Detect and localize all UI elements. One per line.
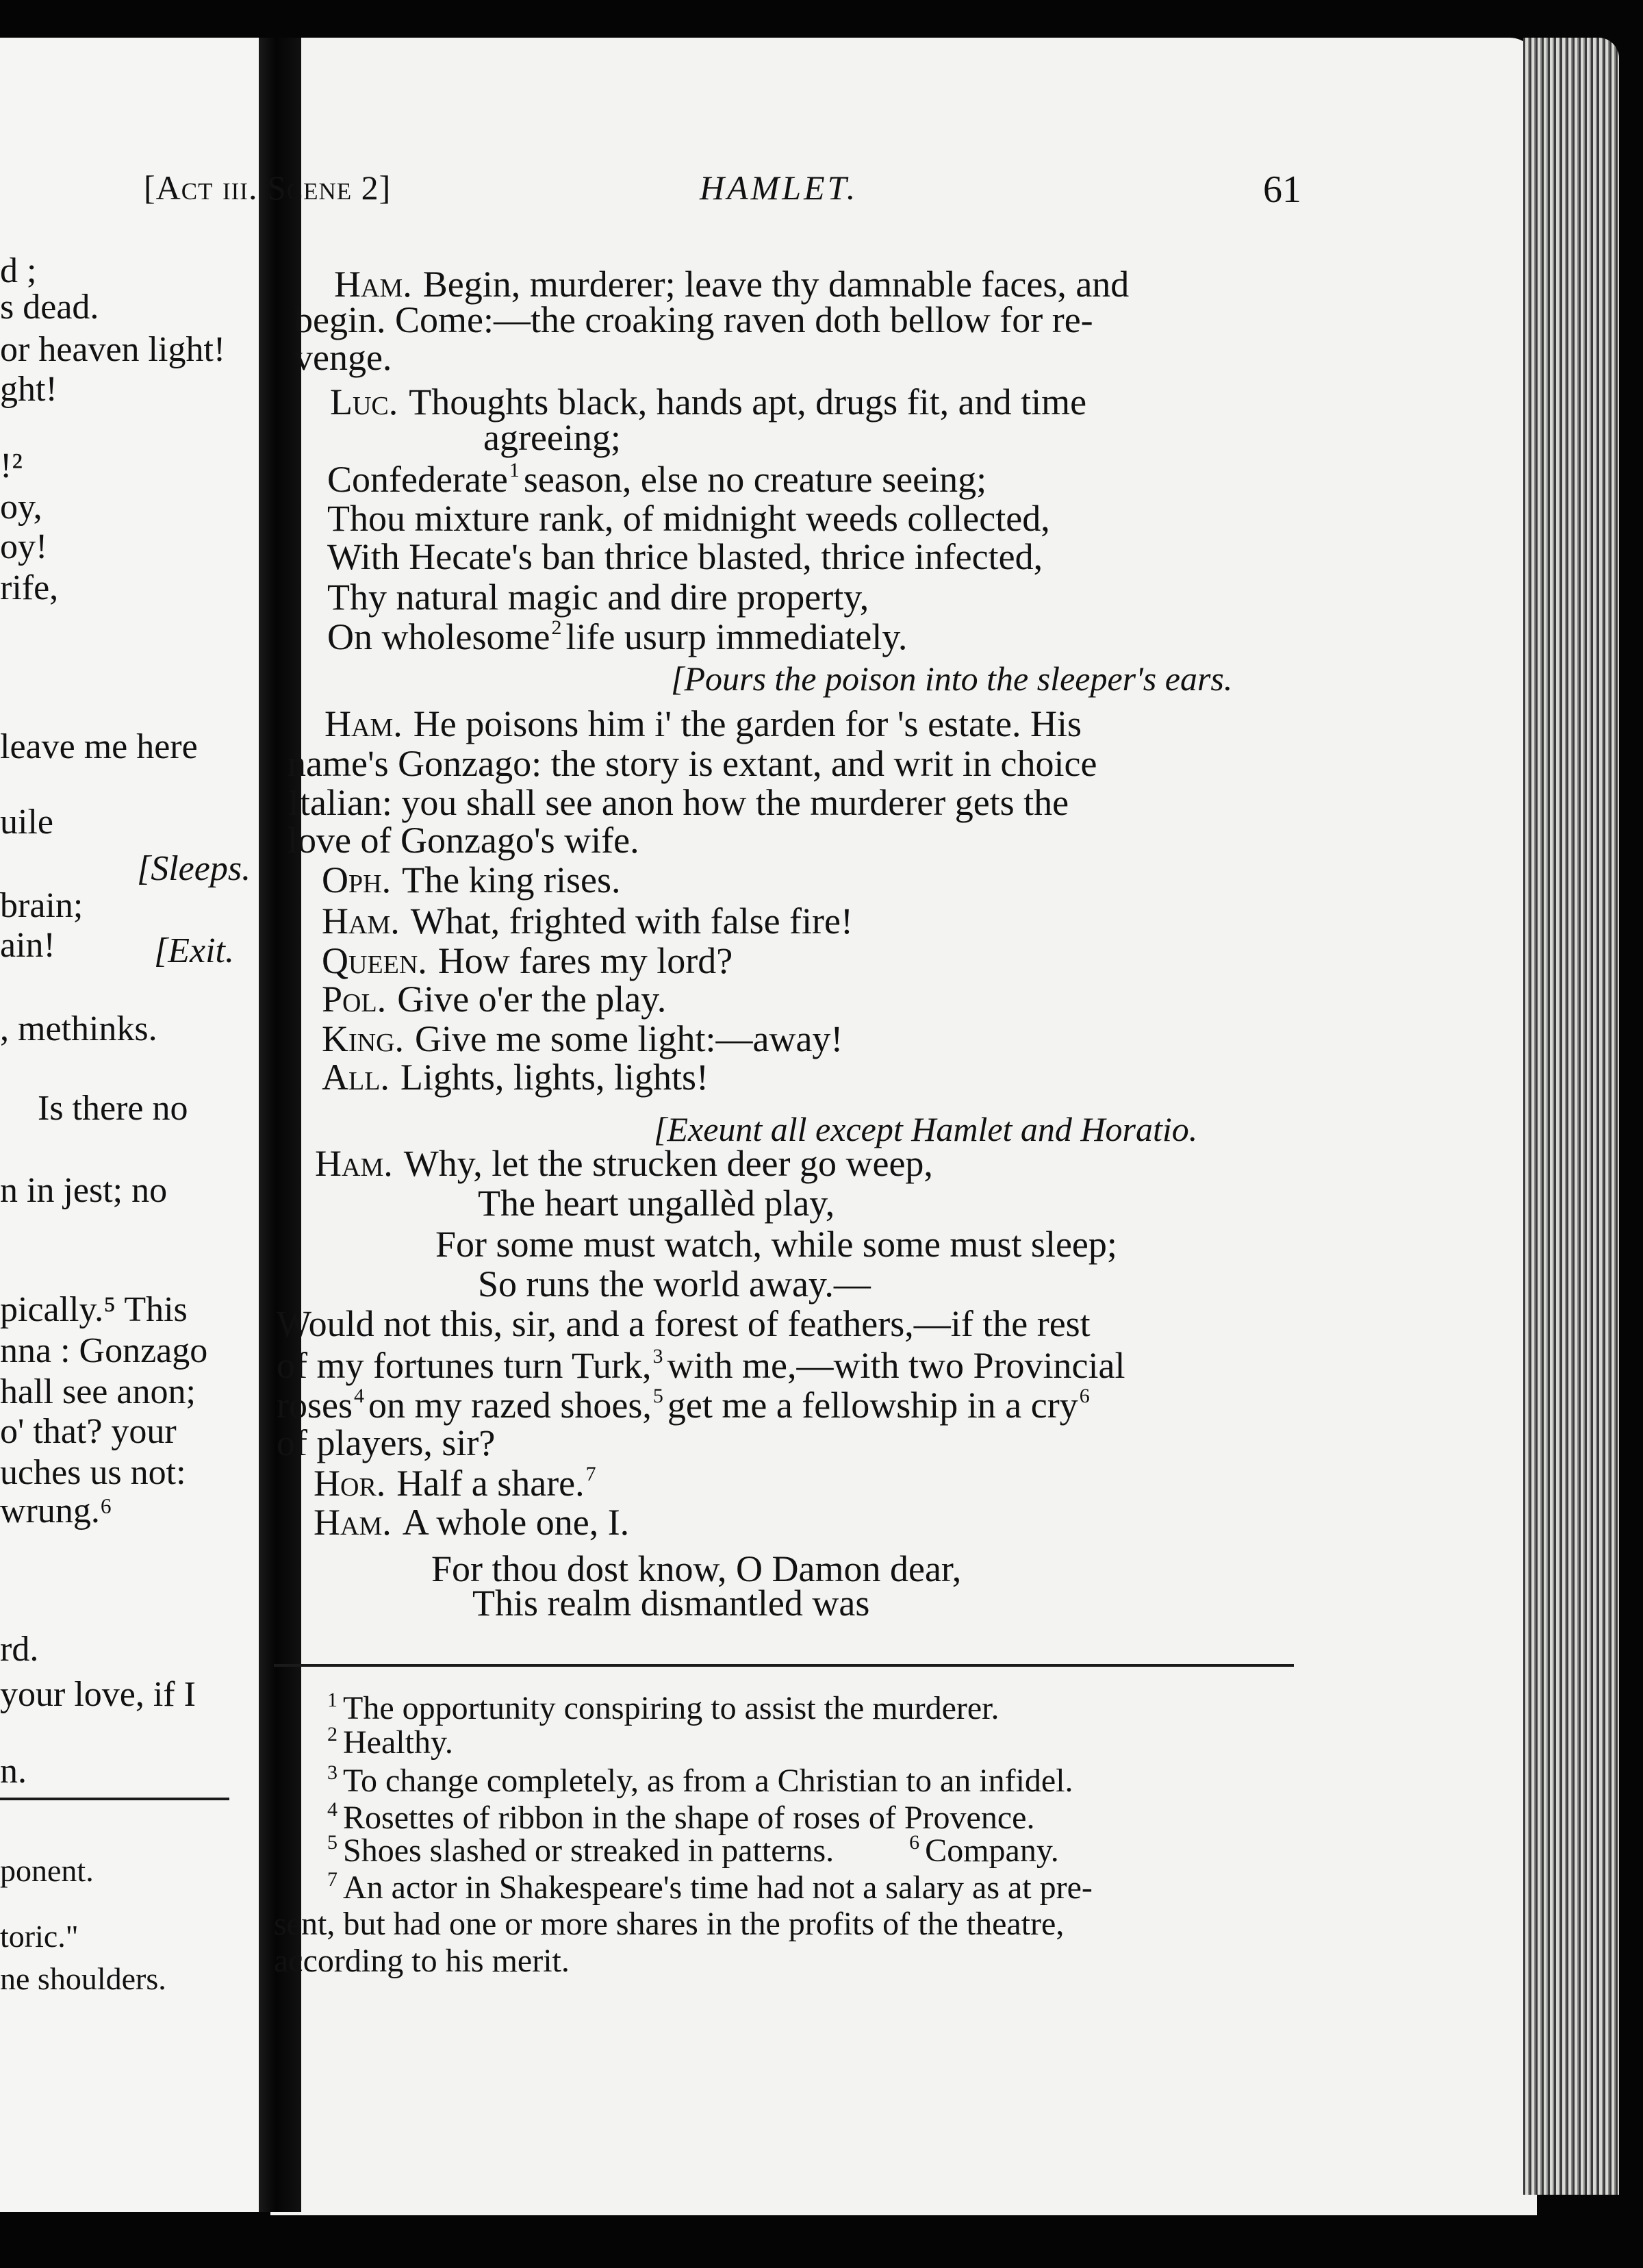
dialogue-line: Thy natural magic and dire property, (327, 577, 869, 618)
stage-direction: [Exit. (154, 931, 234, 970)
scan-border (0, 2219, 1643, 2268)
left-fragment: brain; (0, 886, 84, 925)
stage-direction: [Sleeps. (137, 849, 251, 888)
footnote-rule (274, 1664, 1294, 1667)
dialogue-line: All. Lights, lights, lights! (322, 1057, 709, 1098)
left-page (0, 38, 268, 2212)
footnote-ref: 3 (652, 1345, 663, 1368)
dialogue-line: Ham. He poisons him i' the garden for 's estate. His (324, 703, 1082, 744)
dialogue-line: of my fortunes turn Turk,$^3$ with me,—with two Provincial (277, 1345, 1125, 1386)
left-fragment: uches us not: (0, 1453, 186, 1492)
dialogue-line: Queen. How fares my lord? (322, 940, 733, 981)
dialogue-line: Oph. The king rises. (322, 859, 621, 900)
dialogue-line: For some must watch, while some must sleep; (435, 1224, 1117, 1265)
left-fragment: leave me here (0, 727, 198, 766)
dialogue-line: love of Gonzago's wife. (288, 820, 639, 861)
left-fragment: pically.⁵ This (0, 1290, 188, 1329)
dialogue-line: Italian: you shall see anon how the murderer gets the (288, 782, 1069, 823)
dialogue-line: roses$^4$ on my razed shoes,$^5$ get me a fellowship in a cry$^6$ (277, 1385, 1090, 1426)
dialogue-line: Hor. Half a share.$^7$ (314, 1463, 596, 1504)
left-fragment: uile (0, 803, 53, 842)
dialogue-line: Thou mixture rank, of midnight weeds collected, (327, 498, 1050, 539)
footnote-ref: 6 (1079, 1385, 1090, 1407)
running-head (144, 168, 1537, 216)
footnote-ref: 4 (353, 1385, 364, 1407)
dialogue-line: Ham. What, frighted with false fire! (322, 900, 853, 942)
footnote-ref: 7 (585, 1463, 596, 1485)
dialogue-line: of players, sir? (277, 1422, 496, 1463)
footnote: sent, but had one or more shares in the profits of the theatre, (274, 1906, 1065, 1942)
left-fragment: hall see anon; (0, 1372, 196, 1411)
page-number: 61 (1263, 168, 1301, 211)
dialogue-line: The heart ungallèd play, (478, 1183, 835, 1224)
footnote: $^5$ Shoes slashed or streaked in patterns. $^6$ Company. (327, 1831, 1059, 1869)
left-footnote: toric." (0, 1919, 79, 1954)
dialogue-line: King. Give me some light:—away! (322, 1018, 843, 1059)
footnote: according to his merit. (274, 1943, 570, 1979)
footnote-ref: 1 (509, 459, 520, 481)
left-fragment: ght! (0, 370, 58, 409)
left-footnote: ne shoulders. (0, 1961, 166, 1996)
dialogue-line: With Hecate's ban thrice blasted, thrice infected, (327, 536, 1043, 577)
left-fragment: rife, (0, 568, 59, 607)
left-footnote: ponent. (0, 1853, 94, 1888)
dialogue-line: Confederate$^1$ season, else no creature seeing; (327, 459, 987, 500)
dialogue-line: begin. Come:—the croaking raven doth bellow for re- (294, 299, 1093, 340)
dialogue-line: Would not this, sir, and a forest of feathers,—if the rest (277, 1303, 1091, 1344)
footnote-ref: 2 (551, 616, 562, 639)
footnote-ref: 5 (652, 1385, 663, 1407)
stage-direction: [Exeunt all except Hamlet and Horatio. (654, 1110, 1198, 1148)
footnote: $^1$ The opportunity conspiring to assist the murderer. (327, 1689, 999, 1726)
left-fragment: wrung.⁶ (0, 1491, 112, 1530)
left-fragment: , methinks. (0, 1009, 157, 1048)
left-fragment: ain! (0, 926, 55, 965)
footnote: $^7$ An actor in Shakespeare's time had not a salary as at pre- (327, 1868, 1093, 1906)
left-fragment: Is there no (38, 1089, 188, 1128)
stage-direction: [Pours the poison into the sleeper's ears. (671, 659, 1233, 698)
left-fragment: oy, (0, 488, 42, 527)
dialogue-line: Ham. A whole one, I. (314, 1502, 630, 1543)
dialogue-line: Ham. Why, let the strucken deer go weep, (315, 1143, 933, 1184)
left-fragment: n in jest; no (0, 1171, 168, 1210)
left-fragment: your love, if I (0, 1675, 196, 1714)
footnote: $^4$ Rosettes of ribbon in the shape of roses of Provence. (327, 1798, 1035, 1836)
dialogue-line: Ham. Begin, murderer; leave thy damnable faces, and (334, 264, 1130, 305)
left-fragment: s dead. (0, 288, 99, 327)
dialogue-line: So runs the world away.— (478, 1263, 871, 1305)
left-fragment: or heaven light! (0, 330, 226, 369)
left-fragment: nna : Gonzago (0, 1331, 208, 1370)
left-fragment: !² (0, 446, 23, 486)
footnote: $^2$ Healthy. (327, 1723, 453, 1761)
left-footnote-rule (0, 1798, 229, 1800)
dialogue-line: On wholesome$^2$ life usurp immediately. (327, 616, 908, 657)
left-fragment: d ; (0, 251, 37, 290)
left-fragment: oy! (0, 527, 48, 566)
dialogue-line: Luc. Thoughts black, hands apt, drugs fit, and time (330, 381, 1087, 423)
dialogue-line: This realm dismantled was (472, 1583, 870, 1624)
page-edges (1523, 38, 1619, 2195)
dialogue-line: agreeing; (483, 417, 621, 458)
dialogue-line: name's Gonzago: the story is extant, and writ in choice (288, 743, 1097, 784)
dialogue-line: Pol. Give o'er the play. (322, 979, 667, 1020)
footnote: $^3$ To change completely, as from a Christian to an infidel. (327, 1761, 1073, 1799)
left-fragment: n. (0, 1752, 27, 1791)
left-fragment: o' that? your (0, 1412, 177, 1451)
dialogue-line: venge. (294, 337, 392, 378)
book-title: HAMLET. (700, 168, 858, 207)
act-scene-label: [Act iii. Scene 2] (144, 168, 392, 207)
left-fragment: rd. (0, 1630, 39, 1669)
dialogue-line: For thou dost know, O Damon dear, (431, 1548, 962, 1589)
